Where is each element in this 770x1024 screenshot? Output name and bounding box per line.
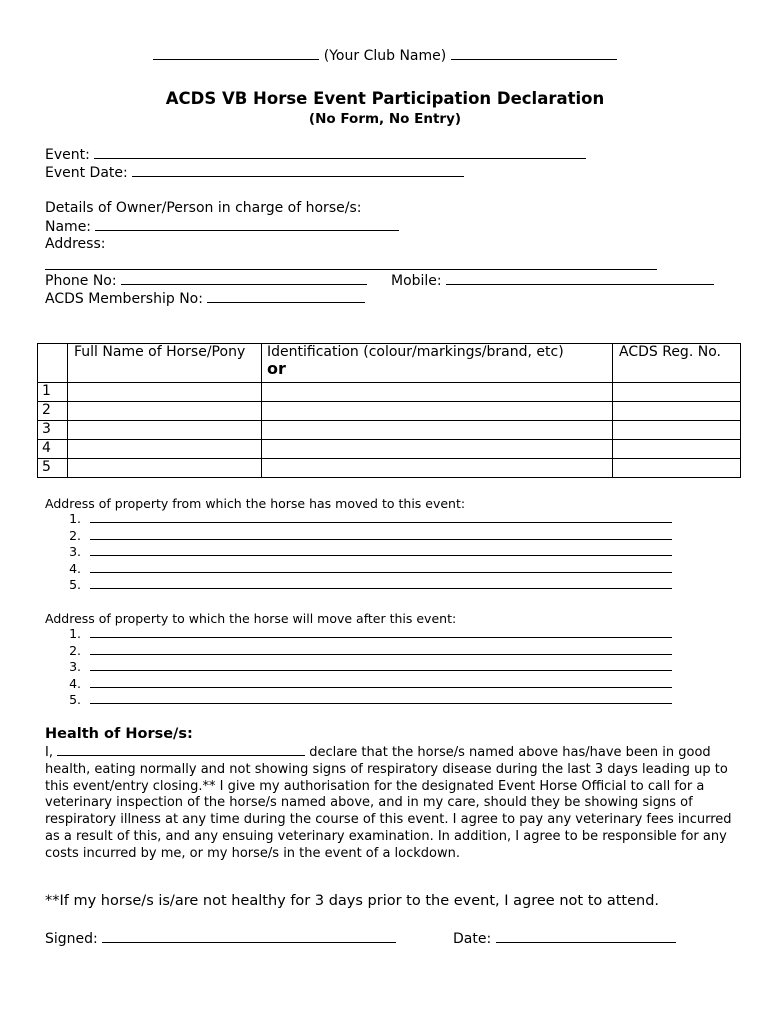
table-row	[38, 459, 741, 478]
list-number: 5.	[69, 577, 81, 593]
health-note: **If my horse/s is/are not healthy for 3 days prior to the event, I agree not to attend.	[45, 893, 660, 909]
property-from-list	[45, 511, 672, 594]
list-item	[45, 643, 672, 660]
table-header-horse-name: Full Name of Horse/Pony	[68, 344, 262, 383]
membership-field[interactable]	[207, 290, 365, 303]
table-header-index	[38, 344, 68, 383]
reg-no-cell[interactable]	[613, 421, 741, 440]
list-item	[45, 626, 672, 643]
signature-field[interactable]	[102, 930, 396, 943]
horse-name-cell[interactable]	[68, 459, 262, 478]
row-number: 3	[38, 421, 68, 440]
horse-name-cell[interactable]	[68, 402, 262, 421]
list-item	[45, 544, 672, 561]
property-to-field[interactable]	[90, 677, 672, 688]
property-to-field[interactable]	[90, 660, 672, 671]
property-to-field[interactable]	[90, 693, 672, 704]
owner-section-label: Details of Owner/Person in charge of horse/s:	[45, 200, 362, 216]
mobile-field[interactable]	[446, 272, 714, 285]
property-to-list	[45, 626, 672, 709]
list-item	[45, 528, 672, 545]
event-date-row	[45, 164, 464, 181]
list-number: 4.	[69, 560, 81, 576]
list-item	[45, 692, 672, 709]
reg-no-cell[interactable]	[613, 383, 741, 402]
phone-field[interactable]	[121, 272, 367, 285]
identification-header-or: or	[267, 359, 286, 378]
list-number: 3.	[69, 544, 81, 560]
owner-address-label: Address:	[45, 236, 106, 252]
reg-no-cell[interactable]	[613, 402, 741, 421]
mobile-row	[391, 272, 714, 289]
table-header-reg-no: ACDS Reg. No.	[613, 344, 741, 383]
property-from-field[interactable]	[90, 578, 672, 589]
reg-no-cell[interactable]	[613, 440, 741, 459]
phone-row	[45, 272, 367, 289]
owner-name-row	[45, 218, 399, 235]
event-field[interactable]	[94, 146, 586, 159]
list-number: 5.	[69, 692, 81, 708]
list-number: 2.	[69, 527, 81, 543]
table-header-row	[38, 344, 741, 383]
event-label: Event:	[45, 147, 90, 163]
signed-row	[45, 930, 396, 947]
declarant-name-field[interactable]	[57, 744, 305, 756]
identification-cell[interactable]	[262, 459, 613, 478]
table-row	[38, 383, 741, 402]
membership-row	[45, 290, 365, 307]
list-item	[45, 561, 672, 578]
property-from-field[interactable]	[90, 545, 672, 556]
identification-cell[interactable]	[262, 402, 613, 421]
owner-address-field[interactable]	[45, 269, 657, 270]
horse-name-cell[interactable]	[68, 421, 262, 440]
identification-header-text: Identification (colour/markings/brand, etc)	[267, 344, 564, 360]
property-from-field[interactable]	[90, 562, 672, 573]
event-date-field[interactable]	[132, 164, 464, 177]
page-subtitle: (No Form, No Entry)	[308, 111, 462, 127]
row-number: 4	[38, 440, 68, 459]
horse-name-cell[interactable]	[68, 440, 262, 459]
health-heading: Health of Horse/s:	[45, 726, 193, 742]
list-number: 4.	[69, 675, 81, 691]
list-number: 1.	[69, 626, 81, 641]
identification-cell[interactable]	[262, 421, 613, 440]
property-from-label: Address of property from which the horse has moved to this event:	[45, 496, 466, 511]
event-row	[45, 146, 586, 163]
identification-cell[interactable]	[262, 383, 613, 402]
health-declaration	[45, 744, 735, 863]
owner-name-field[interactable]	[95, 218, 399, 231]
club-name-blank-left[interactable]	[153, 47, 319, 60]
page-title: ACDS VB Horse Event Participation Declaration	[165, 89, 605, 108]
club-name-placeholder: (Your Club Name)	[323, 48, 447, 64]
property-from-field[interactable]	[90, 529, 672, 540]
date-field[interactable]	[496, 930, 676, 943]
row-number: 1	[38, 383, 68, 402]
property-from-field[interactable]	[90, 512, 672, 523]
club-name-line	[0, 47, 770, 64]
mobile-label: Mobile:	[391, 273, 442, 289]
property-to-label: Address of property to which the horse will move after this event:	[45, 611, 457, 626]
list-item	[45, 511, 672, 528]
table-row	[38, 440, 741, 459]
owner-name-label: Name:	[45, 219, 92, 235]
list-number: 1.	[69, 511, 81, 526]
phone-label: Phone No:	[45, 273, 117, 289]
reg-no-cell[interactable]	[613, 459, 741, 478]
list-item	[45, 659, 672, 676]
club-name-blank-right[interactable]	[451, 47, 617, 60]
table-row	[38, 421, 741, 440]
signed-label: Signed:	[45, 931, 98, 947]
list-item	[45, 676, 672, 693]
row-number: 2	[38, 402, 68, 421]
declaration-prefix: I,	[45, 745, 53, 760]
declaration-text: declare that the horse/s named above has/have been in good health, eating normally and not showing signs of respiratory disease during the last 3 days leading up to this event/entry closing.** I give my authorisation for the designated Event Horse Official to call for a veterinary inspection of the horse/s named above, and in my care, should they be showing signs of respiratory illness at any time during the course of this event. I agree to pay any veterinary fees incurred as a result of this, and any ensuing veterinary examination. In addition, I agree to be responsible for any costs incurred by me, or my horse/s in the event of a lockdown.	[45, 745, 732, 861]
row-number: 5	[38, 459, 68, 478]
table-row	[38, 402, 741, 421]
event-date-label: Event Date:	[45, 165, 128, 181]
table-header-identification	[262, 344, 613, 383]
list-number: 2.	[69, 642, 81, 658]
membership-label: ACDS Membership No:	[45, 291, 203, 307]
horse-name-cell[interactable]	[68, 383, 262, 402]
list-item	[45, 577, 672, 594]
date-label: Date:	[453, 931, 492, 947]
horse-table	[37, 343, 741, 478]
property-to-field[interactable]	[90, 644, 672, 655]
property-to-field[interactable]	[90, 627, 672, 638]
identification-cell[interactable]	[262, 440, 613, 459]
date-row	[453, 930, 676, 947]
list-number: 3.	[69, 659, 81, 675]
